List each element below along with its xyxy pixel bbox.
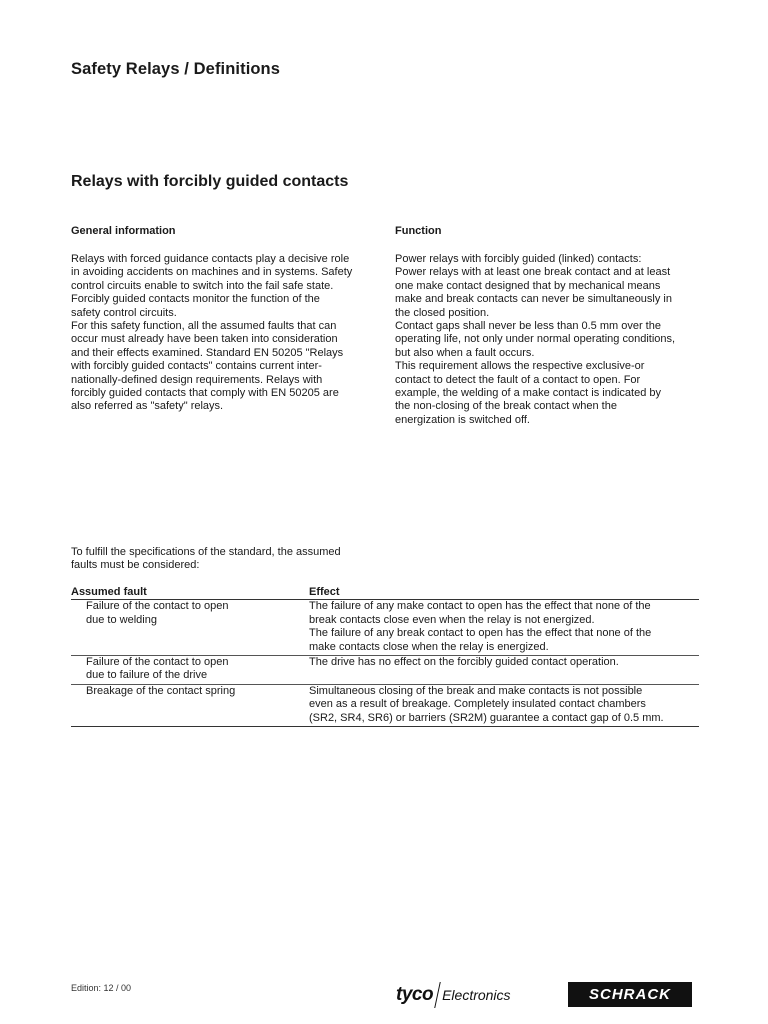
fault-cell: Failure of the contact to open due to failure of the drive — [71, 656, 309, 685]
table-row — [71, 656, 699, 685]
header-assumed-fault: Assumed fault — [71, 585, 309, 600]
general-information-heading: General information — [71, 225, 176, 237]
fault-cell: Failure of the contact to open due to welding — [71, 600, 309, 656]
section-title: Relays with forcibly guided contacts — [71, 173, 349, 190]
fault-cell: Breakage of the contact spring — [71, 684, 309, 726]
general-information-body: Relays with forced guidance contacts play a decisive role in avoiding accidents on machines and in systems. Safety control circuits enable to switch into the fail safe state. Forcibly guided contacts monitor the function of the safety control circuits. For this safety function, all the assumed faults that can occur must already have been taken into consideration and their effects examined. Standard EN 50205 "Relays with forcibly guided contacts" contains current inter- nationally-defined design requirements. Relays with forcibly guided contacts that comply with EN 50205 are also referred as "safety" relays. — [71, 253, 353, 413]
effect-cell: The failure of any make contact to open has the effect that none of the break contacts close even when the relay is not energized. The failure of any break contact to open has the effect that none of the make contacts close when the relay is energized. — [309, 600, 699, 656]
table-row — [71, 684, 699, 726]
general-information-column — [71, 224, 376, 414]
function-heading: Function — [395, 225, 442, 237]
page-title: Safety Relays / Definitions — [71, 60, 281, 78]
effect-cell: Simultaneous closing of the break and make contacts is not possible even as a result of breakage. Completely insulated contact chambers (SR2, SR4, SR6) or barriers (SR2M) guarantee a contact gap of 0.5 mm. — [309, 684, 699, 726]
header-effect: Effect — [309, 585, 699, 600]
table-intro-text: To fulfill the specifications of the standard, the assumed faults must be considered: — [71, 546, 341, 572]
function-column — [395, 224, 700, 427]
schrack-logo-text: SCHRACK — [589, 986, 671, 1003]
assumed-fault-table — [71, 585, 699, 727]
tyco-electronics-logo — [396, 980, 511, 1010]
logo-slash-divider — [434, 982, 441, 1008]
table-header-row — [71, 585, 699, 600]
schrack-logo — [568, 982, 692, 1007]
edition-label: Edition: 12 / 00 — [71, 983, 132, 993]
effect-cell: The drive has no effect on the forcibly guided contact operation. — [309, 656, 699, 685]
function-body: Power relays with forcibly guided (linked) contacts: Power relays with at least one break contact and at least one make contact designed that by mechanical means make and break contacts can never be simultaneously in the closed position. Contact gaps shall never be less than 0.5 mm over the operating life, not only under normal operating conditions, but also when a fault occurs. This requirement allows the respective exclusive-or contact to detect the fault of a contact to open. For example, the welding of a make contact is indicated by the non-closing of the break contact when the energization is switched off. — [395, 253, 676, 426]
tyco-logo-word: tyco — [396, 984, 434, 1005]
table-row — [71, 600, 699, 656]
tyco-logo-subtitle: Electronics — [442, 987, 511, 1003]
